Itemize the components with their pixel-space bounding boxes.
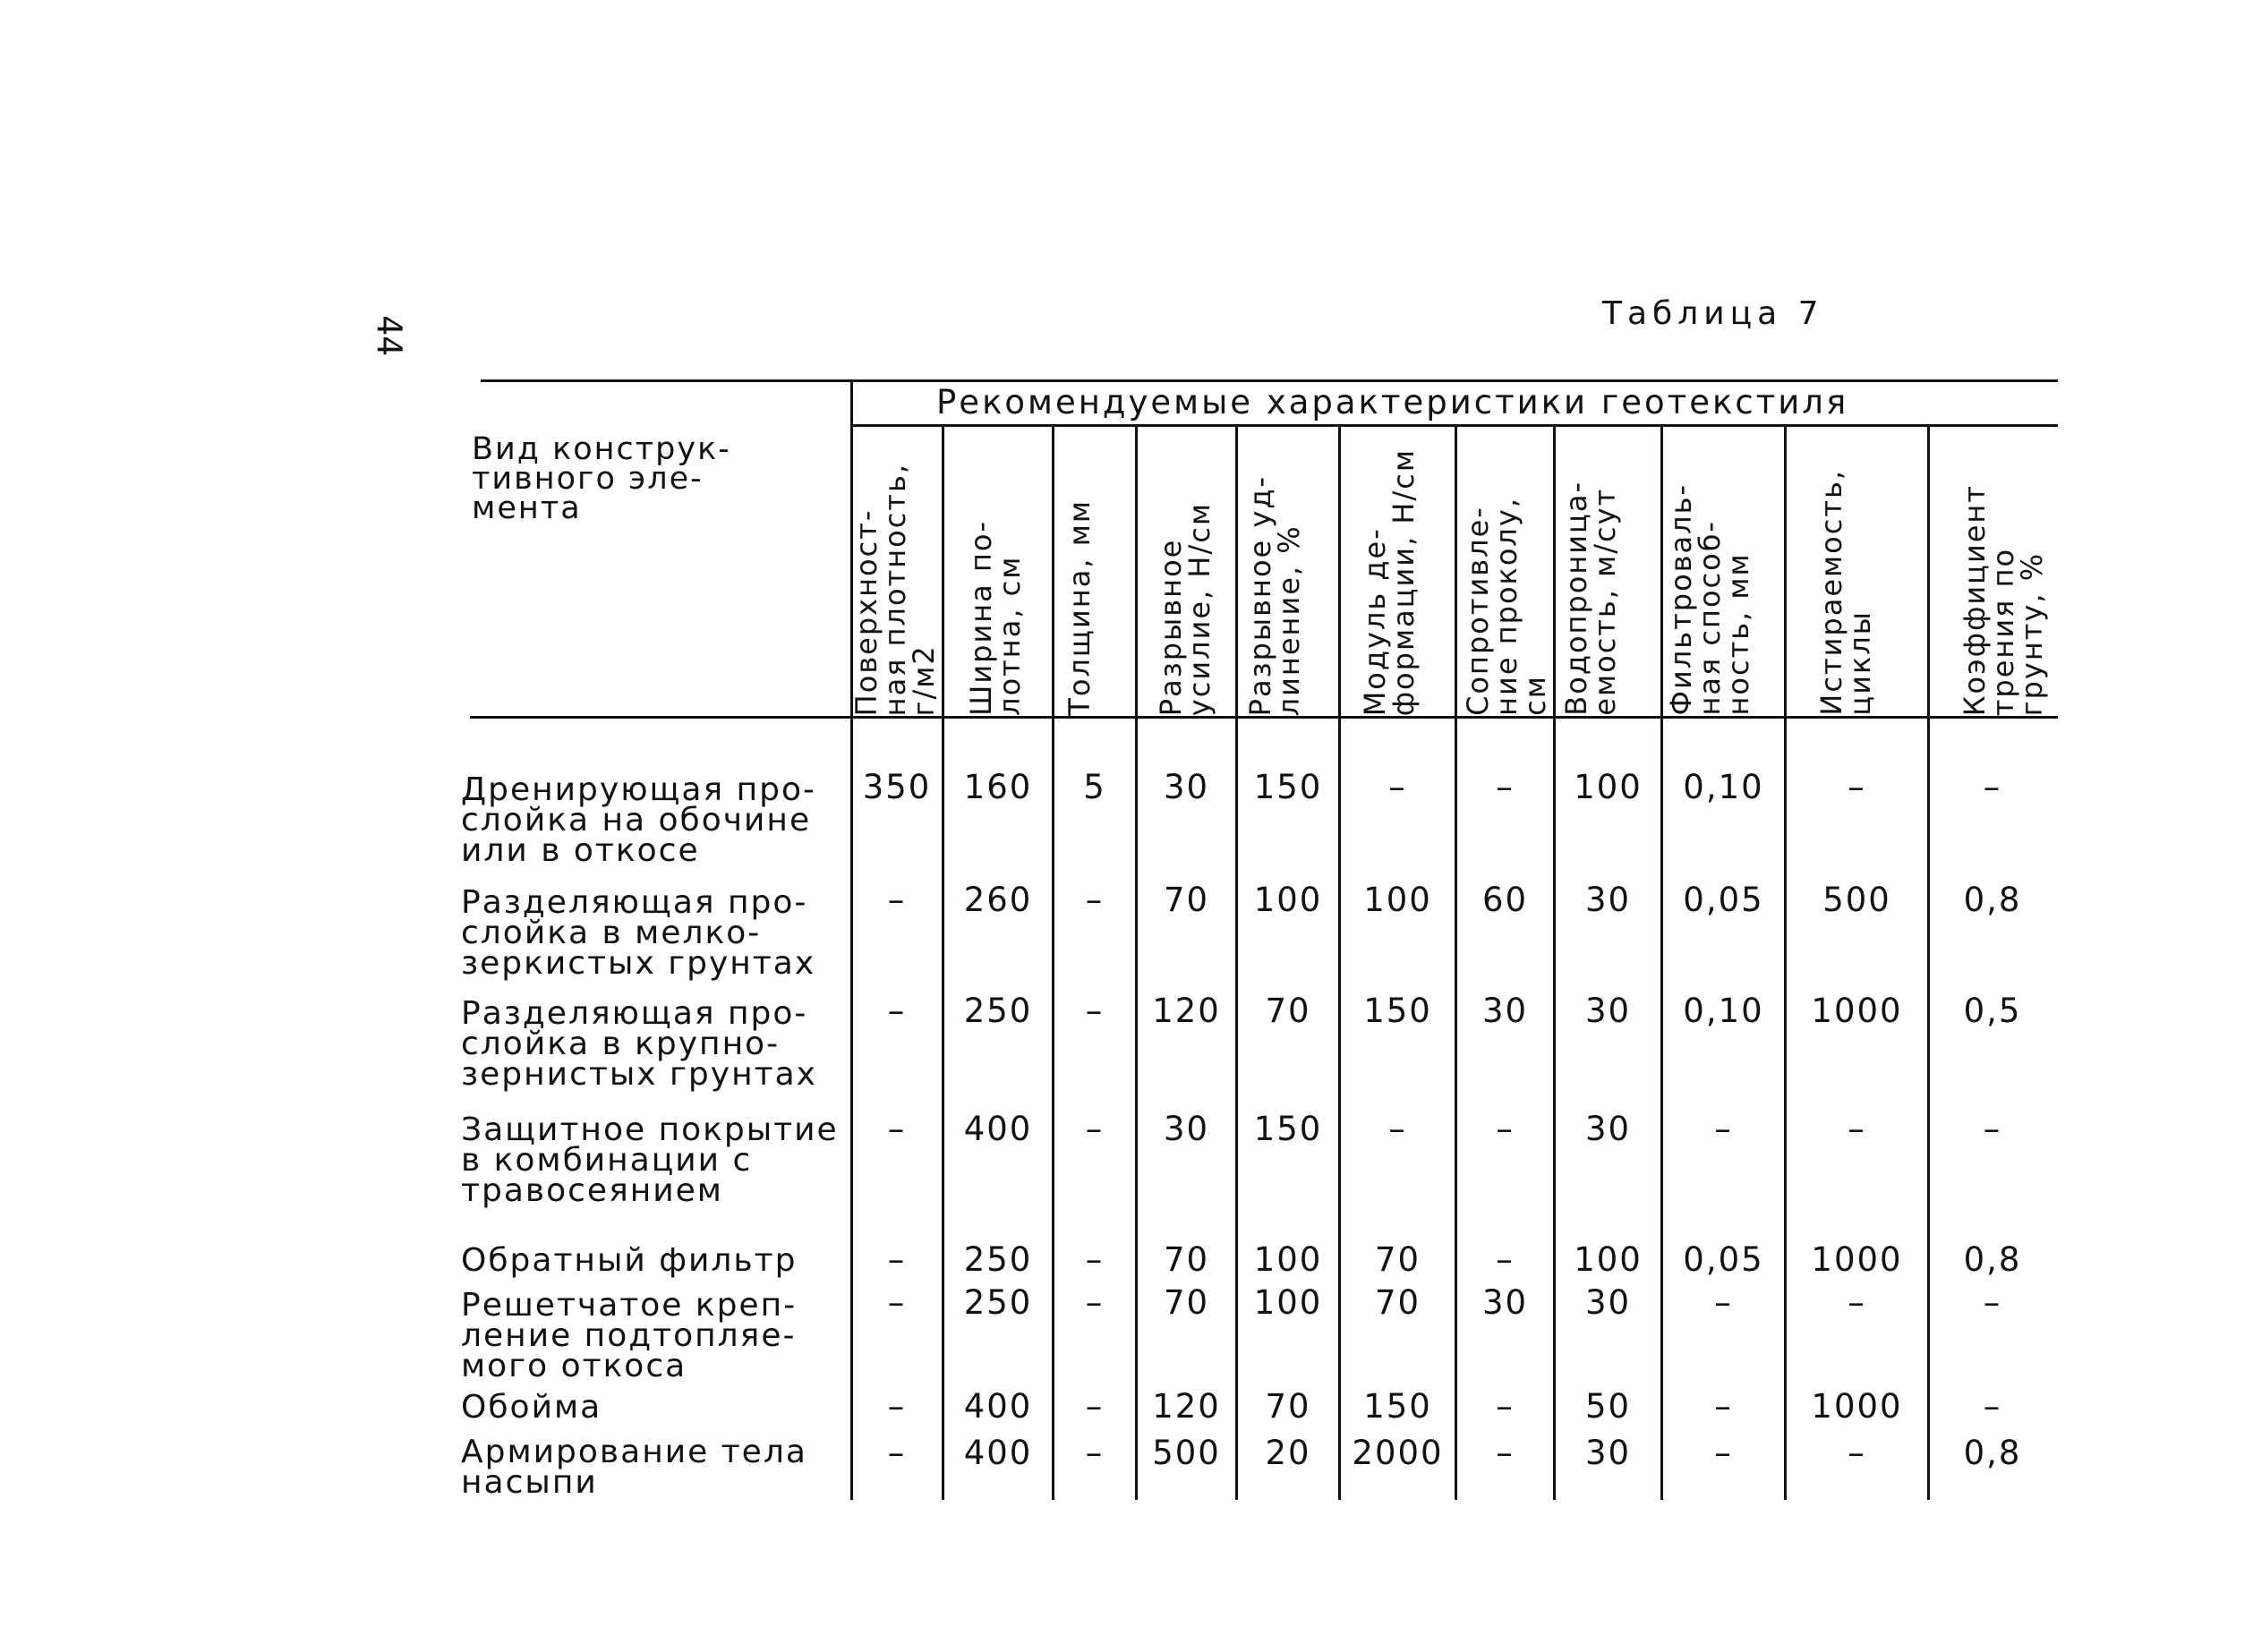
table-cell: – — [887, 1387, 907, 1426]
row-label: Дренирующая про- слойка на обочине или в откосе — [461, 771, 816, 869]
table-cell: – — [1496, 768, 1515, 806]
row-label: Решетчатое креп- ление подтопляе- мого откоса — [461, 1287, 798, 1384]
table-cell: 70 — [1374, 1283, 1421, 1322]
table-cell: – — [1085, 1434, 1105, 1472]
table-cell: 100 — [1253, 1283, 1323, 1322]
table-cell: 120 — [1152, 1387, 1221, 1426]
table-cell: 260 — [963, 881, 1033, 919]
table-cell: – — [1496, 1434, 1515, 1472]
table-cell: – — [887, 992, 907, 1030]
table-cell: – — [1496, 1240, 1515, 1279]
table-cell: – — [1085, 1387, 1105, 1426]
table-cell: – — [1714, 1434, 1733, 1472]
top-rule — [481, 379, 2058, 382]
table-cell: 30 — [1584, 992, 1632, 1030]
table-cell: – — [1714, 1110, 1733, 1148]
table-cell: 0,8 — [1963, 1434, 2022, 1472]
row-label: Обратный фильтр — [461, 1242, 798, 1279]
table-cell: 0,10 — [1683, 768, 1764, 806]
table-cell: – — [1085, 992, 1105, 1030]
table-cell: 70 — [1265, 992, 1311, 1030]
table-cell: 1000 — [1811, 1240, 1903, 1279]
column-header: Водопроница- емость, м/сут — [1559, 481, 1622, 716]
table-cell: 70 — [1163, 1240, 1210, 1279]
table-cell: 250 — [963, 1283, 1033, 1322]
table-cell: – — [1848, 768, 1866, 806]
table-cell: 150 — [1253, 768, 1323, 806]
row-label: Обойма — [461, 1389, 602, 1426]
table-cell: 120 — [1152, 992, 1221, 1030]
column-header: Фильтроваль- ная способ- ность, мм — [1664, 483, 1755, 716]
header-bottom-rule — [470, 716, 2058, 719]
table-cell: 0,5 — [1963, 992, 2022, 1030]
table-cell: 250 — [963, 992, 1033, 1030]
row-label: Разделяющая про- слойка в крупно- зернистых грунтах — [461, 995, 817, 1093]
column-rule — [1235, 426, 1238, 1500]
table-cell: 30 — [1163, 768, 1210, 806]
table-cell: 70 — [1163, 881, 1210, 919]
table-title: Таблица 7 — [1602, 295, 1824, 332]
table-cell: 160 — [963, 768, 1033, 806]
table-cell: – — [1496, 1110, 1515, 1148]
table-cell: – — [1085, 881, 1105, 919]
table-cell: 100 — [1574, 768, 1643, 806]
table-cell: 150 — [1253, 1110, 1323, 1148]
table-cell: 400 — [963, 1434, 1033, 1472]
row-label: Разделяющая про- слойка в мелко- зеркистых грунтах — [461, 884, 816, 982]
table-cell: 30 — [1481, 1283, 1529, 1322]
column-rule — [1784, 426, 1787, 1500]
column-rule — [1135, 426, 1138, 1500]
page-number: 44 — [370, 315, 409, 356]
table-cell: 100 — [1253, 881, 1323, 919]
table-cell: – — [1388, 1110, 1407, 1148]
table-cell: 100 — [1253, 1240, 1323, 1279]
table-cell: – — [887, 881, 907, 919]
table-cell: – — [887, 1110, 907, 1148]
column-rule — [1338, 426, 1341, 1500]
column-rule — [1927, 426, 1930, 1500]
table-cell: 30 — [1163, 1110, 1210, 1148]
table-cell: – — [1085, 1283, 1105, 1322]
column-header: Поверхност- ная плотность, г/м2 — [849, 462, 941, 716]
column-rule — [1660, 426, 1663, 1500]
column-header: Коэффициент трения по грунту, % — [1958, 483, 2049, 716]
column-rule — [1553, 426, 1556, 1500]
table-cell: 70 — [1163, 1283, 1210, 1322]
table-cell: 0,8 — [1963, 1240, 2022, 1279]
table-cell: 30 — [1584, 1283, 1632, 1322]
table-cell: 400 — [963, 1110, 1033, 1148]
table-cell: 350 — [862, 768, 932, 806]
table-cell: – — [1848, 1434, 1866, 1472]
table-cell: – — [1714, 1387, 1733, 1426]
row-label: Армирование тела насыпи — [461, 1434, 807, 1501]
table-cell: 30 — [1584, 1110, 1632, 1148]
table-cell: – — [1085, 1110, 1105, 1148]
column-rule — [1052, 426, 1054, 1500]
column-rule — [942, 426, 944, 1500]
table-cell: 50 — [1584, 1387, 1632, 1426]
table-cell: 100 — [1574, 1240, 1643, 1279]
table-cell: 150 — [1363, 1387, 1432, 1426]
table-cell: 1000 — [1811, 992, 1903, 1030]
table-cell: – — [1388, 768, 1407, 806]
table-cell: – — [1496, 1387, 1515, 1426]
table-cell: – — [887, 1434, 907, 1472]
column-header: Модуль де- формации, Н/см — [1358, 447, 1421, 716]
table-cell: 500 — [1152, 1434, 1221, 1472]
table-cell: – — [1983, 1110, 2002, 1148]
stub-header: Вид конструк- тивного эле- мента — [472, 431, 731, 526]
table-cell: 0,8 — [1963, 881, 2022, 919]
table-cell: 2000 — [1352, 1434, 1444, 1472]
table-cell: – — [1085, 1240, 1105, 1279]
column-rule — [1455, 426, 1457, 1500]
table-cell: 20 — [1265, 1434, 1311, 1472]
table-cell: 0,05 — [1683, 881, 1764, 919]
table-cell: 250 — [963, 1240, 1033, 1279]
row-label: Защитное покрытие в комбинации с травосеянием — [461, 1111, 839, 1209]
table-cell: – — [1983, 1283, 2002, 1322]
table-cell: – — [1983, 768, 2002, 806]
table-cell: 70 — [1265, 1387, 1311, 1426]
table-cell: – — [1714, 1283, 1733, 1322]
table-cell: 100 — [1363, 881, 1432, 919]
column-header: Разрывное усилие, Н/см — [1154, 501, 1216, 716]
table-cell: 70 — [1374, 1240, 1421, 1279]
column-header: Толщина, мм — [1062, 499, 1097, 716]
table-cell: – — [887, 1283, 907, 1322]
table-cell: 0,05 — [1683, 1240, 1764, 1279]
column-header: Сопротивле- ние проколу, см — [1461, 497, 1552, 716]
table-cell: 1000 — [1811, 1387, 1903, 1426]
table-cell: 30 — [1481, 992, 1529, 1030]
table-cell: – — [887, 1240, 907, 1279]
table-cell: 0,10 — [1683, 992, 1764, 1030]
table-cell: 30 — [1584, 1434, 1632, 1472]
table-cell: – — [1983, 1387, 2002, 1426]
column-header: Истираемость, циклы — [1814, 469, 1877, 716]
table-cell: 5 — [1083, 768, 1106, 806]
table-cell: – — [1848, 1110, 1866, 1148]
column-header: Разрывное уд- линение, % — [1243, 474, 1306, 716]
table-cell: 500 — [1822, 881, 1891, 919]
table-cell: – — [1848, 1283, 1866, 1322]
table-cell: 400 — [963, 1387, 1033, 1426]
table-cell: 30 — [1584, 881, 1632, 919]
table-cell: 150 — [1363, 992, 1432, 1030]
column-header: Ширина по- лотна, см — [964, 520, 1027, 716]
group-header: Рекомендуемые характеристики геотекстиля — [936, 383, 1849, 422]
table-cell: 60 — [1481, 881, 1529, 919]
